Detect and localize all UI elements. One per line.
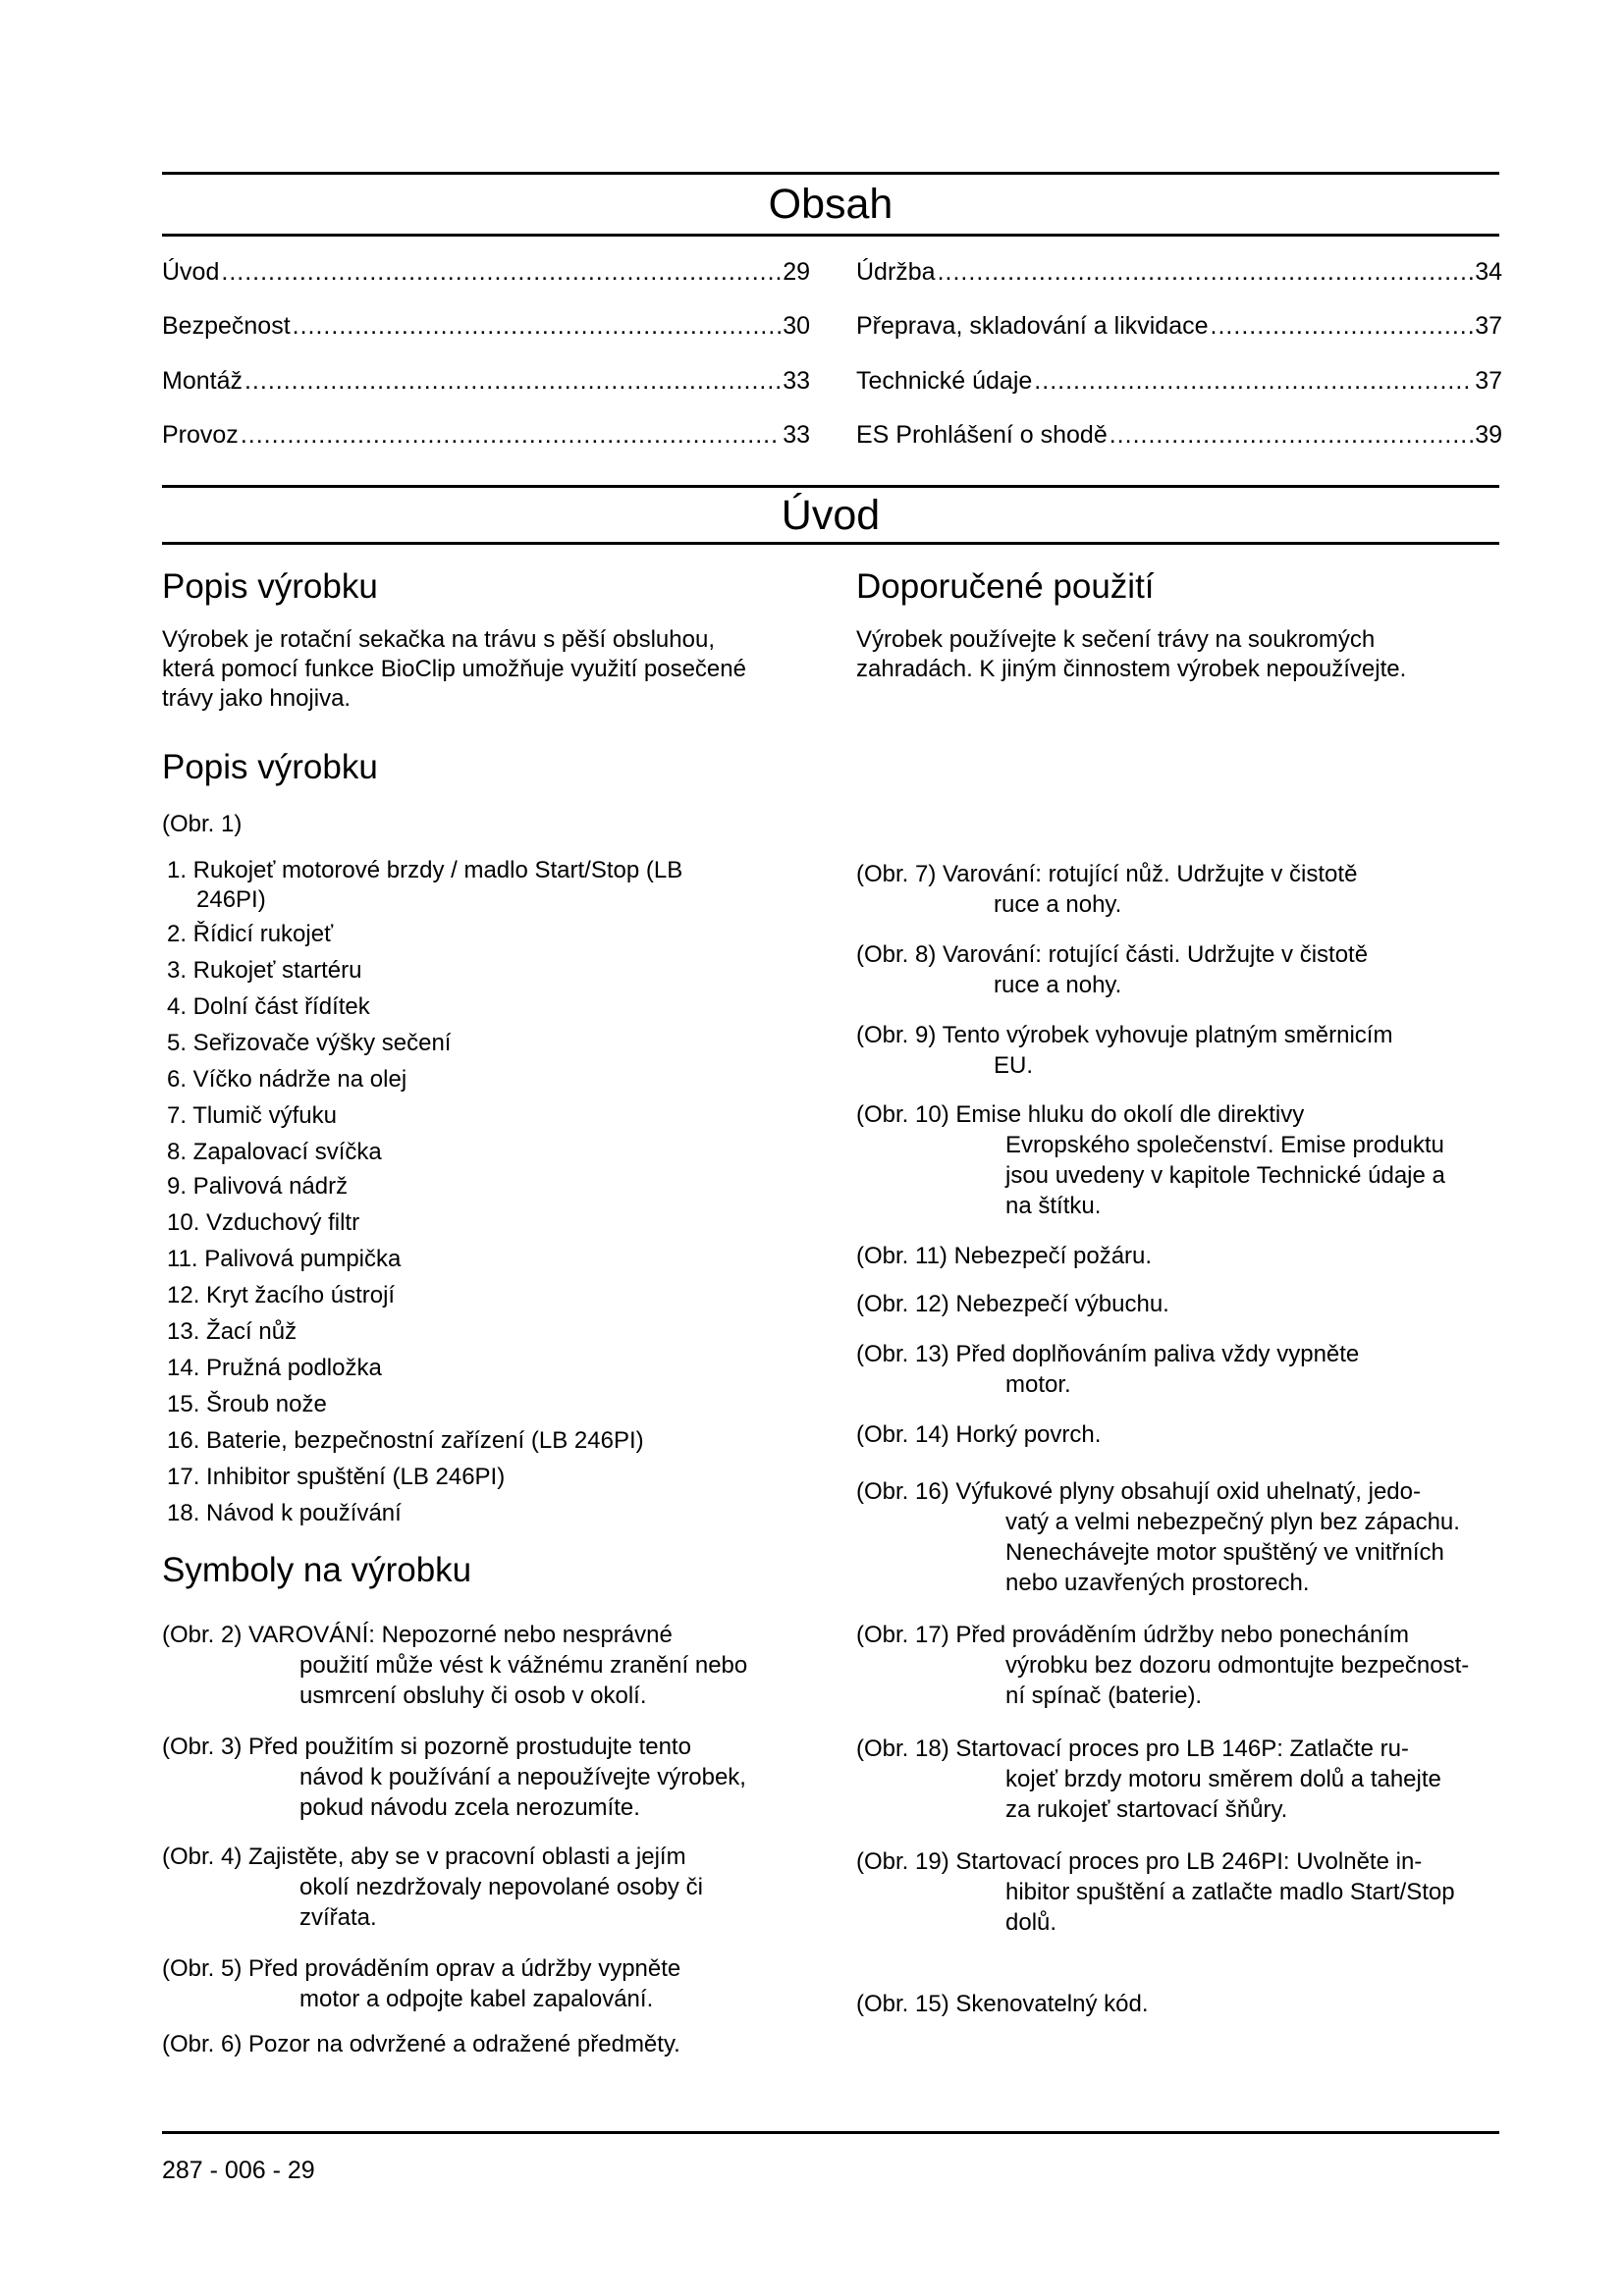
item-text: 11. Palivová pumpička xyxy=(167,1246,402,1272)
symbol-fig-6 xyxy=(162,2029,839,2059)
item-text: 7. Tlumič výfuku xyxy=(167,1102,337,1129)
symbol-text-cont: použití může vést k vážnému zranění nebo xyxy=(299,1652,748,1679)
item-text: 17. Inhibitor spuštění (LB 246PI) xyxy=(167,1464,506,1490)
parts-item-13 xyxy=(167,1317,776,1347)
parts-figure-ref: (Obr. 1) xyxy=(162,811,243,837)
symbol-text: (Obr. 17) Před prováděním údržby nebo ponecháním xyxy=(856,1622,1409,1648)
toc-page: 39 xyxy=(1475,421,1502,449)
symbol-text: (Obr. 11) Nebezpečí požáru. xyxy=(856,1243,1153,1269)
symbol-text: (Obr. 19) Startovací proces pro LB 246PI: Uvolněte in- xyxy=(856,1848,1423,1875)
item-text: 4. Dolní část řídítek xyxy=(167,993,370,1020)
symbol-fig-4 xyxy=(162,1842,839,1933)
footer-rule xyxy=(162,2131,1499,2134)
symbol-text: (Obr. 13) Před doplňováním paliva vždy vypněte xyxy=(856,1341,1360,1367)
parts-item-11 xyxy=(167,1245,776,1274)
toc-label: ES Prohlášení o shodě xyxy=(856,421,1108,449)
intro-bottom-rule xyxy=(162,542,1499,545)
symbol-text-cont: ruce a nohy. xyxy=(994,972,1122,998)
symbol-text: (Obr. 8) Varování: rotující části. Udržujte v čistotě xyxy=(856,941,1369,968)
item-text: 9. Palivová nádrž xyxy=(167,1173,349,1200)
symbol-text-cont: Evropského společenství. Emise produktu xyxy=(1005,1132,1444,1158)
product-description-text xyxy=(162,625,810,714)
item-text: 12. Kryt žacího ústrojí xyxy=(167,1282,396,1308)
toc-page: 33 xyxy=(783,421,810,449)
parts-item-18 xyxy=(167,1499,776,1528)
toc-entry-right-3[interactable] xyxy=(856,366,1502,396)
parts-item-9 xyxy=(167,1172,776,1201)
symbol-text: (Obr. 3) Před použitím si pozorně prostudujte tento xyxy=(162,1734,691,1760)
symbol-text-cont: okolí nezdržovaly nepovolané osoby či xyxy=(299,1874,703,1900)
symbol-text-cont: výrobku bez dozoru odmontujte bezpečnost- xyxy=(1005,1652,1470,1679)
symbol-fig-11 xyxy=(856,1241,1534,1271)
symbol-text-cont: nebo uzavřených prostorech. xyxy=(1005,1570,1310,1596)
recommended-use-text xyxy=(856,625,1504,684)
page-footer xyxy=(162,2157,315,2185)
symbol-text-cont: hibitor spuštění a zatlačte madlo Start/Stop xyxy=(1005,1879,1455,1905)
symbol-fig-9 xyxy=(856,1020,1534,1081)
toc-top-rule xyxy=(162,172,1499,175)
item-text: 8. Zapalovací svíčka xyxy=(167,1139,382,1165)
item-text: 3. Rukojeť startéru xyxy=(167,957,362,984)
symbol-fig-15 xyxy=(856,1989,1534,2019)
toc-page: 37 xyxy=(1475,367,1502,395)
item-text: 5. Seřizovače výšky sečení xyxy=(167,1030,452,1056)
item-text: 14. Pružná podložka xyxy=(167,1355,382,1381)
toc-label: Montáž xyxy=(162,367,243,395)
parts-item-8 xyxy=(167,1138,776,1167)
item-text: 6. Víčko nádrže na olej xyxy=(167,1066,407,1093)
toc-label: Technické údaje xyxy=(856,367,1033,395)
text-line: Výrobek používejte k sečení trávy na soukromých xyxy=(856,626,1376,653)
symbol-fig-3 xyxy=(162,1732,839,1823)
symbol-fig-17 xyxy=(856,1620,1534,1711)
toc-page: 33 xyxy=(783,367,810,395)
toc-label: Přeprava, skladování a likvidace xyxy=(856,312,1209,340)
parts-item-12 xyxy=(167,1281,776,1310)
symbol-fig-7 xyxy=(856,859,1534,920)
symbol-text: (Obr. 2) VAROVÁNÍ: Nepozorné nebo nesprávné xyxy=(162,1622,673,1648)
text-line: která pomocí funkce BioClip umožňuje využití posečené xyxy=(162,656,746,682)
toc-page: 29 xyxy=(783,258,810,286)
symbol-fig-12 xyxy=(856,1289,1534,1319)
symbol-text: (Obr. 14) Horký povrch. xyxy=(856,1421,1102,1448)
parts-item-3 xyxy=(167,956,776,986)
intro-top-rule xyxy=(162,485,1499,488)
text-line: Výrobek je rotační sekačka na trávu s pěší obsluhou, xyxy=(162,626,715,653)
symbol-text: (Obr. 4) Zajistěte, aby se v pracovní oblasti a jejím xyxy=(162,1843,686,1870)
symbol-text-cont: pokud návodu zcela nerozumíte. xyxy=(299,1794,640,1821)
symbol-fig-2 xyxy=(162,1620,839,1711)
symbol-text: (Obr. 7) Varování: rotující nůž. Udržujte v čistotě xyxy=(856,861,1358,887)
toc-leader xyxy=(1110,420,1473,450)
page-number: 29 xyxy=(287,2157,315,2184)
symbol-text-cont: usmrcení obsluhy či osob v okolí. xyxy=(299,1682,647,1709)
parts-heading: Popis výrobku xyxy=(162,748,378,786)
item-text: 13. Žací nůž xyxy=(167,1318,298,1345)
toc-entry-left-1[interactable] xyxy=(162,257,810,287)
symbol-text-cont: na štítku. xyxy=(1005,1193,1102,1219)
symbol-text-cont: kojeť brzdy motoru směrem dolů a tahejte xyxy=(1005,1766,1441,1792)
toc-title: Obsah xyxy=(768,181,893,228)
toc-page: 34 xyxy=(1475,258,1502,286)
toc-leader xyxy=(1034,366,1473,396)
symbol-text-cont: ruce a nohy. xyxy=(994,891,1122,918)
symbol-fig-16 xyxy=(856,1476,1534,1598)
toc-entry-left-2[interactable] xyxy=(162,311,810,341)
toc-leader xyxy=(1211,311,1474,341)
toc-entry-right-2[interactable] xyxy=(856,311,1502,341)
symbol-text: (Obr. 15) Skenovatelný kód. xyxy=(856,1991,1149,2017)
doc-number: 287 - 006 - xyxy=(162,2157,288,2184)
toc-entry-left-4[interactable] xyxy=(162,420,810,450)
parts-item-17 xyxy=(167,1463,776,1492)
toc-leader xyxy=(221,257,781,287)
symbol-text-cont: návod k používání a nepoužívejte výrobek, xyxy=(299,1764,746,1790)
symbol-fig-18 xyxy=(856,1734,1534,1825)
parts-item-6 xyxy=(167,1065,776,1095)
toc-entry-left-3[interactable] xyxy=(162,366,810,396)
parts-item-5 xyxy=(167,1029,776,1058)
toc-entry-right-4[interactable] xyxy=(856,420,1502,450)
item-text: 15. Šroub nože xyxy=(167,1391,327,1417)
symbol-text: (Obr. 12) Nebezpečí výbuchu. xyxy=(856,1291,1169,1317)
parts-item-1 xyxy=(167,856,776,915)
symbol-text: (Obr. 18) Startovací proces pro LB 146P: Zatlačte ru- xyxy=(856,1735,1409,1762)
recommended-use-heading: Doporučené použití xyxy=(856,567,1155,606)
text-line: trávy jako hnojiva. xyxy=(162,685,352,712)
item-text-cont: 246PI) xyxy=(196,886,266,913)
toc-leader xyxy=(938,257,1474,287)
symbol-text-cont: EU. xyxy=(994,1052,1034,1079)
parts-item-7 xyxy=(167,1101,776,1131)
symbol-text-cont: Nenechávejte motor spuštěný ve vnitřních xyxy=(1005,1539,1444,1566)
product-description-heading: Popis výrobku xyxy=(162,567,378,606)
parts-item-4 xyxy=(167,992,776,1022)
symbol-fig-10 xyxy=(856,1099,1534,1221)
text-line: zahradách. K jiným činnostem výrobek nepoužívejte. xyxy=(856,656,1407,682)
symbol-text-cont: zvířata. xyxy=(299,1904,377,1931)
toc-leader xyxy=(244,366,781,396)
symbol-fig-19 xyxy=(856,1846,1534,1938)
symbol-text-cont: vatý a velmi nebezpečný plyn bez zápachu. xyxy=(1005,1509,1460,1535)
symbol-text: (Obr. 6) Pozor na odvržené a odražené předměty. xyxy=(162,2031,680,2057)
parts-item-10 xyxy=(167,1208,776,1238)
parts-item-15 xyxy=(167,1390,776,1419)
toc-page: 30 xyxy=(783,312,810,340)
toc-page: 37 xyxy=(1475,312,1502,340)
symbol-fig-5 xyxy=(162,1953,839,2014)
symbol-text: (Obr. 16) Výfukové plyny obsahují oxid uhelnatý, jedo- xyxy=(856,1478,1421,1505)
item-text: 2. Řídicí rukojeť xyxy=(167,921,334,947)
parts-item-16 xyxy=(167,1426,776,1456)
item-text: 18. Návod k používání xyxy=(167,1500,402,1526)
toc-label: Provoz xyxy=(162,421,239,449)
toc-entry-right-1[interactable] xyxy=(856,257,1502,287)
symbol-text: (Obr. 5) Před prováděním oprav a údržby vypněte xyxy=(162,1955,681,1982)
symbol-text-cont: motor. xyxy=(1005,1371,1071,1398)
symbol-text: (Obr. 9) Tento výrobek vyhovuje platným směrnicím xyxy=(856,1022,1393,1048)
symbol-text-cont: jsou uvedeny v kapitole Technické údaje a xyxy=(1005,1162,1445,1189)
intro-title: Úvod xyxy=(781,492,881,539)
toc-label: Úvod xyxy=(162,258,220,286)
item-text: 1. Rukojeť motorové brzdy / madlo Start/Stop (LB xyxy=(167,857,683,883)
toc-bottom-rule xyxy=(162,234,1499,237)
toc-label: Údržba xyxy=(856,258,936,286)
item-text: 10. Vzduchový filtr xyxy=(167,1209,360,1236)
toc-leader xyxy=(293,311,782,341)
symbol-fig-13 xyxy=(856,1339,1534,1400)
symbol-text-cont: motor a odpojte kabel zapalování. xyxy=(299,1986,654,2012)
symbol-text-cont: ní spínač (baterie). xyxy=(1005,1682,1203,1709)
symbol-fig-14 xyxy=(856,1419,1534,1450)
symbol-fig-8 xyxy=(856,939,1534,1000)
symbol-text: (Obr. 10) Emise hluku do okolí dle direktivy xyxy=(856,1101,1305,1128)
parts-item-14 xyxy=(167,1354,776,1383)
parts-item-2 xyxy=(167,920,776,949)
toc-label: Bezpečnost xyxy=(162,312,291,340)
symbols-heading: Symboly na výrobku xyxy=(162,1551,472,1589)
symbol-text-cont: za rukojeť startovací šňůry. xyxy=(1005,1796,1288,1823)
symbol-text-cont: dolů. xyxy=(1005,1909,1057,1936)
toc-leader xyxy=(241,420,781,450)
item-text: 16. Baterie, bezpečnostní zařízení (LB 246PI) xyxy=(167,1427,644,1454)
